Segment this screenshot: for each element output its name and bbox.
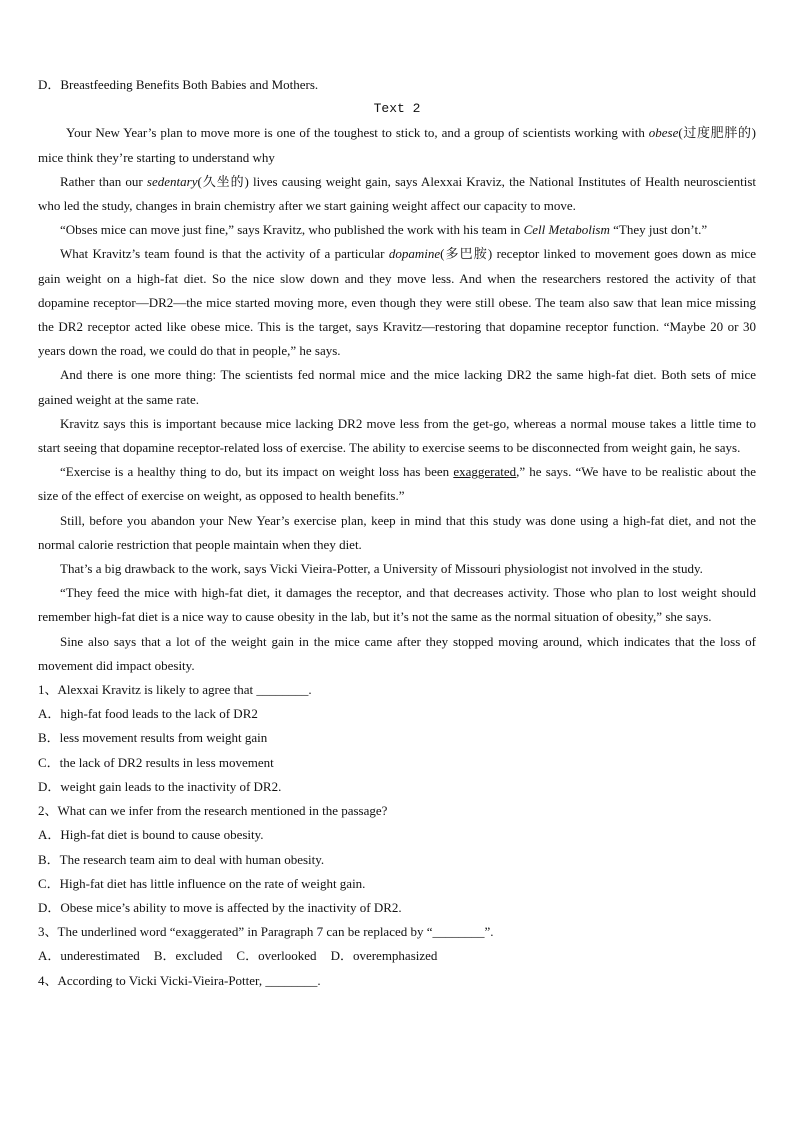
question-1-option-a[interactable]: A．high-fat food leads to the lack of DR2 bbox=[38, 706, 258, 722]
underlined-word: exaggerated bbox=[453, 464, 517, 480]
question-3-option-c[interactable]: C．overlooked bbox=[236, 948, 317, 964]
paragraph-6: Kravitz says this is important because mice lacking DR2 move less from the get-go, whereas a normal mouse takes a little time to start seeing that dopamine receptor-related loss of exercise. The ability to exercise seems to be disconnected from weight gain, he says. bbox=[38, 415, 756, 456]
paragraph-7: “Exercise is a healthy thing to do, but its impact on weight loss has been exaggerated,” he says. “We have to be realistic about the size of the effect of exercise on weight, as opposed to health benefits.” bbox=[38, 464, 757, 504]
term-dopamine: dopamine bbox=[388, 246, 441, 262]
question-3-option-b[interactable]: B．excluded bbox=[153, 948, 223, 964]
gloss-sedentary: (久坐的) bbox=[197, 173, 249, 189]
question-2-stem: 2、What can we infer from the research mentioned in the passage? bbox=[38, 803, 388, 819]
gloss-dopamine: (多巴胺) bbox=[440, 246, 493, 262]
question-4-stem: 4、According to Vicki Vicki-Vieira-Potter, ________. bbox=[38, 972, 321, 988]
question-1-option-c[interactable]: C．the lack of DR2 results in less movement bbox=[38, 754, 274, 770]
question-3-options bbox=[38, 944, 756, 968]
paragraph-11: Sine also says that a lot of the weight gain in the mice came after they stopped moving around, which indicates that the loss of movement did impact obesity. bbox=[38, 633, 756, 673]
paragraph-9: That’s a big drawback to the work, says Vicki Vieira-Potter, a University of Missouri physiologist not involved in the study. bbox=[60, 561, 703, 577]
paragraph-5: And there is one more thing: The scientists fed normal mice and the mice lacking DR2 the same high-fat diet. Both sets of mice gained weight at the same rate. bbox=[38, 367, 756, 407]
paragraph-4: What Kravitz’s team found is that the activity of a particular dopamine(多巴胺) receptor linked to movement goes down as mice gain weight on a high-fat diet. So the nice slow down and they move less. And when the researchers restored the activity of that dopamine receptor—DR2—the mice started moving more, even though they were still obese. The team also saw that lean mice missing the DR2 receptor acted like obese mice. This is the target, says Kravitz—restoring that dopamine receptor function. “Maybe 20 or 30 years down the road, we could do that in people,” he says. bbox=[38, 246, 756, 359]
question-3-option-a[interactable]: A．underestimated bbox=[38, 948, 140, 964]
paragraph-8: Still, before you abandon your New Year’s exercise plan, keep in mind that this study was done using a high-fat diet, and not the normal calorie restriction that people maintain when they diet. bbox=[38, 512, 756, 552]
gloss-obese: (过度肥胖的) bbox=[678, 125, 756, 141]
question-3-option-d[interactable]: D．overemphasized bbox=[330, 948, 438, 964]
document-content bbox=[38, 73, 756, 993]
journal-name: Cell Metabolism bbox=[523, 222, 610, 238]
section-title: Text 2 bbox=[373, 101, 421, 117]
question-2-option-b[interactable]: B．The research team aim to deal with human obesity. bbox=[38, 851, 325, 867]
question-1-option-b[interactable]: B．less movement results from weight gain bbox=[38, 730, 268, 746]
paragraph-3: “Obses mice can move just fine,” says Kravitz, who published the work with his team in Cell Metabolism “They just don’t.” bbox=[60, 222, 708, 238]
question-2-option-c[interactable]: C．High-fat diet has little influence on the rate of weight gain. bbox=[38, 875, 366, 891]
question-1-stem: 1、Alexxai Kravitz is likely to agree that ________. bbox=[38, 682, 312, 698]
question-1-option-d[interactable]: D．weight gain leads to the inactivity of DR2. bbox=[38, 778, 282, 794]
paragraph-2: Rather than our sedentary(久坐的) lives causing weight gain, says Alexxai Kraviz, the National Institutes of Health neuroscientist who led the study, changes in brain chemistry after we start gaining weight affect our capacity to move. bbox=[38, 173, 756, 214]
term-obese: obese bbox=[648, 125, 679, 141]
term-sedentary: sedentary bbox=[146, 173, 198, 189]
paragraph-10: “They feed the mice with high-fat diet, it damages the receptor, and that decreases activity. Those who plan to lost weight should remember high-fat diet is a nice way to cause obesity in the lab, but it’s not the same as the normal situation of obesity,” she says. bbox=[38, 585, 756, 625]
previous-question-option: D．Breastfeeding Benefits Both Babies and Mothers. bbox=[38, 77, 319, 92]
question-2-option-a[interactable]: A．High-fat diet is bound to cause obesity. bbox=[38, 827, 264, 843]
question-2-option-d[interactable]: D．Obese mice’s ability to move is affected by the inactivity of DR2. bbox=[38, 899, 402, 915]
paragraph-1: Your New Year’s plan to move more is one of the toughest to stick to, and a group of scientists working with obese(过度肥胖的) mice think they’re starting to understand why bbox=[38, 125, 756, 165]
question-3-stem: 3、The underlined word “exaggerated” in Paragraph 7 can be replaced by “________”. bbox=[38, 924, 494, 940]
